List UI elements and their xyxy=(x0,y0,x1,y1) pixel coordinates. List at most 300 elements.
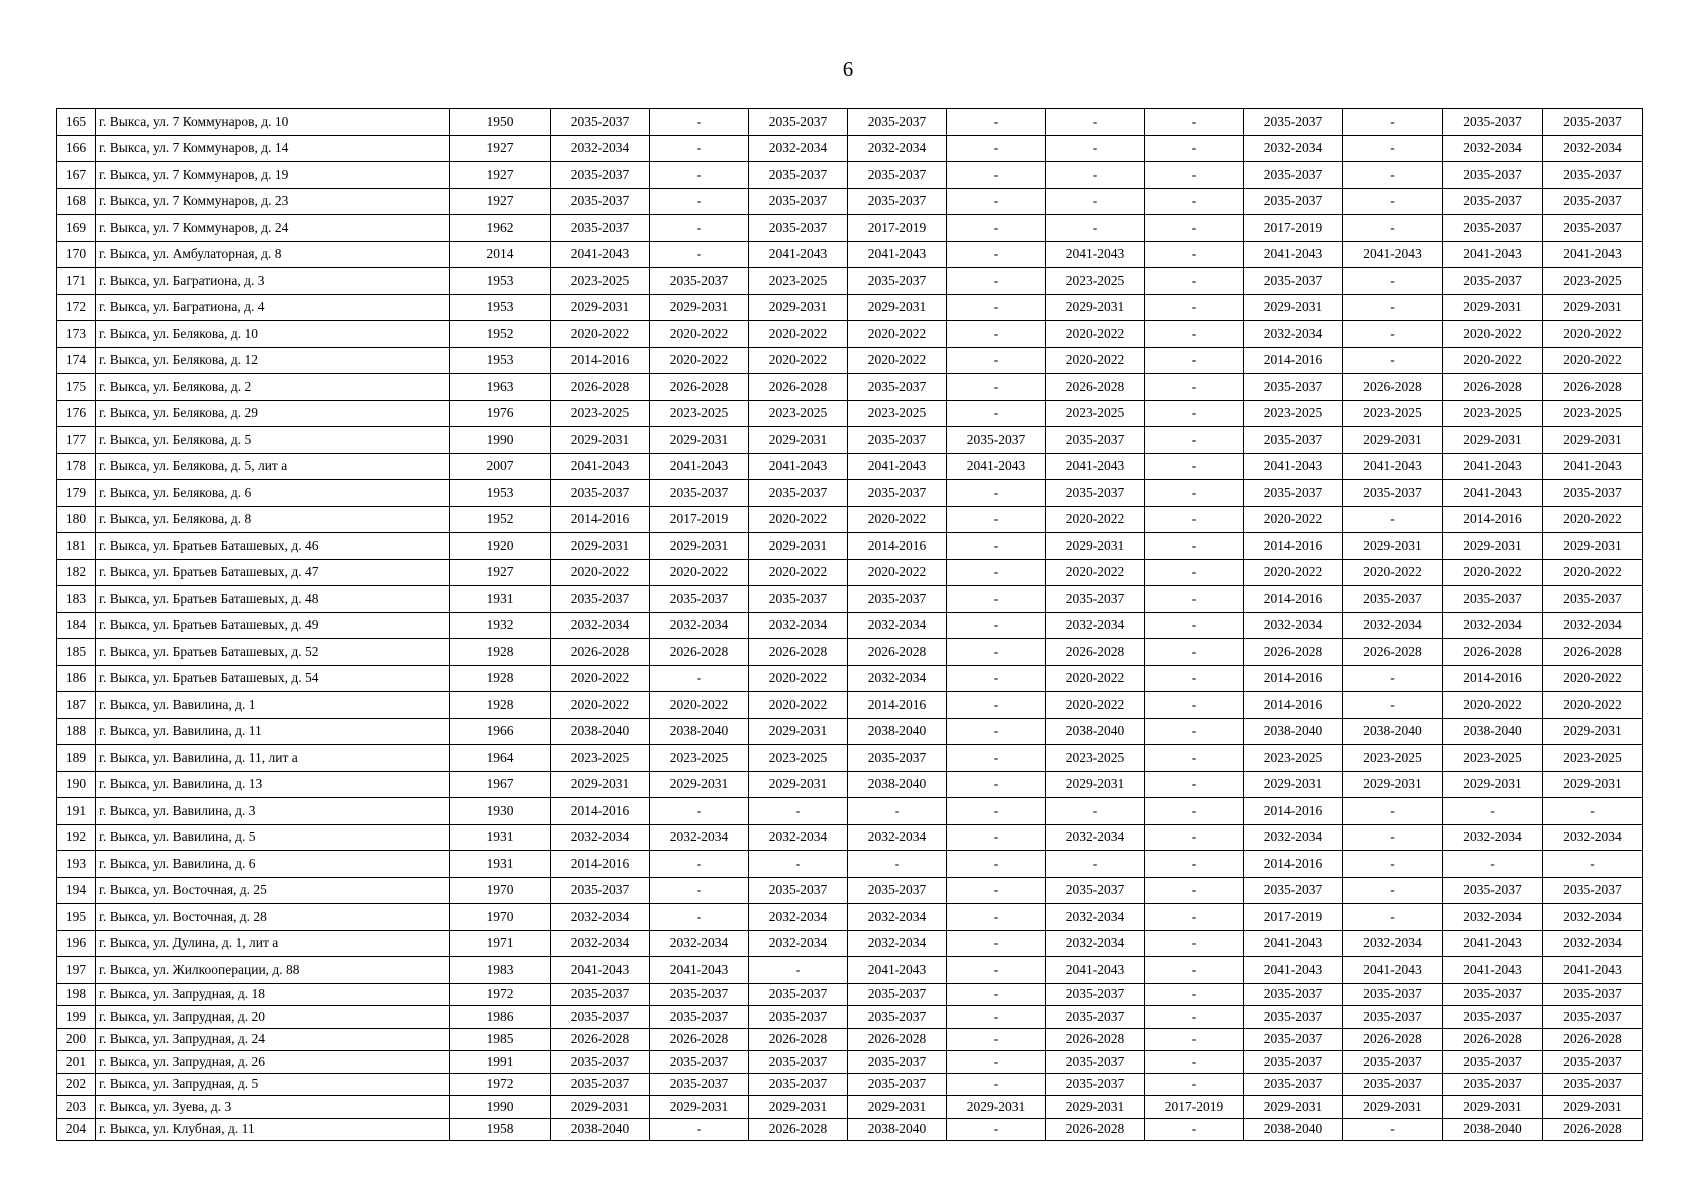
cell-period-8: 2035-2037 xyxy=(1244,1073,1343,1096)
cell-period-10: 2020-2022 xyxy=(1443,321,1543,348)
cell-period-4: 2020-2022 xyxy=(848,321,947,348)
cell-period-2: 2032-2034 xyxy=(650,930,749,957)
cell-period-4: 2035-2037 xyxy=(848,427,947,454)
cell-period-3: 2020-2022 xyxy=(749,506,848,533)
cell-period-6: 2035-2037 xyxy=(1046,480,1145,507)
cell-period-4: 2029-2031 xyxy=(848,294,947,321)
cell-period-3: 2023-2025 xyxy=(749,745,848,772)
cell-period-5: 2029-2031 xyxy=(947,1096,1046,1119)
cell-period-7: - xyxy=(1145,347,1244,374)
cell-address: г. Выкса, ул. Братьев Баташевых, д. 52 xyxy=(96,639,450,666)
cell-period-9: 2026-2028 xyxy=(1343,1028,1443,1051)
cell-period-8: 2029-2031 xyxy=(1244,294,1343,321)
cell-period-1: 2020-2022 xyxy=(551,665,650,692)
cell-period-7: - xyxy=(1145,427,1244,454)
cell-period-3: 2020-2022 xyxy=(749,692,848,719)
cell-period-8: 2035-2037 xyxy=(1244,109,1343,136)
cell-period-2: 2026-2028 xyxy=(650,1028,749,1051)
cell-period-9: - xyxy=(1343,347,1443,374)
cell-period-10: 2041-2043 xyxy=(1443,453,1543,480)
cell-row-number: 167 xyxy=(57,162,96,189)
cell-year-built: 1931 xyxy=(450,586,551,613)
cell-period-3: 2041-2043 xyxy=(749,241,848,268)
cell-period-2: 2032-2034 xyxy=(650,612,749,639)
cell-address: г. Выкса, ул. Амбулаторная, д. 8 xyxy=(96,241,450,268)
table-row xyxy=(57,612,1643,639)
cell-period-11: 2032-2034 xyxy=(1543,904,1643,931)
cell-row-number: 204 xyxy=(57,1118,96,1141)
cell-address: г. Выкса, ул. Восточная, д. 25 xyxy=(96,877,450,904)
cell-period-2: 2035-2037 xyxy=(650,480,749,507)
table-row xyxy=(57,533,1643,560)
cell-row-number: 202 xyxy=(57,1073,96,1096)
cell-period-6: 2026-2028 xyxy=(1046,374,1145,401)
cell-year-built: 1931 xyxy=(450,851,551,878)
cell-period-10: 2032-2034 xyxy=(1443,904,1543,931)
cell-period-10: 2023-2025 xyxy=(1443,400,1543,427)
cell-address: г. Выкса, ул. Белякова, д. 6 xyxy=(96,480,450,507)
cell-period-6: 2035-2037 xyxy=(1046,586,1145,613)
cell-period-10: 2029-2031 xyxy=(1443,533,1543,560)
cell-row-number: 166 xyxy=(57,135,96,162)
cell-period-11: 2041-2043 xyxy=(1543,957,1643,984)
table-row xyxy=(57,639,1643,666)
cell-period-3: 2032-2034 xyxy=(749,904,848,931)
cell-row-number: 188 xyxy=(57,718,96,745)
cell-address: г. Выкса, ул. Белякова, д. 2 xyxy=(96,374,450,401)
cell-period-3: 2029-2031 xyxy=(749,294,848,321)
cell-address: г. Выкса, ул. Клубная, д. 11 xyxy=(96,1118,450,1141)
cell-period-7: - xyxy=(1145,771,1244,798)
cell-period-7: - xyxy=(1145,904,1244,931)
cell-period-6: 2041-2043 xyxy=(1046,241,1145,268)
cell-period-8: 2035-2037 xyxy=(1244,983,1343,1006)
cell-period-5: - xyxy=(947,480,1046,507)
table-row xyxy=(57,771,1643,798)
cell-period-4: 2035-2037 xyxy=(848,745,947,772)
cell-period-7: - xyxy=(1145,188,1244,215)
cell-period-4: 2035-2037 xyxy=(848,877,947,904)
table-row xyxy=(57,1028,1643,1051)
cell-period-4: 2038-2040 xyxy=(848,771,947,798)
table-row xyxy=(57,983,1643,1006)
cell-year-built: 1970 xyxy=(450,877,551,904)
cell-year-built: 1927 xyxy=(450,188,551,215)
cell-period-5: - xyxy=(947,506,1046,533)
cell-year-built: 1962 xyxy=(450,215,551,242)
cell-period-1: 2035-2037 xyxy=(551,480,650,507)
cell-period-7: 2017-2019 xyxy=(1145,1096,1244,1119)
cell-period-11: 2032-2034 xyxy=(1543,612,1643,639)
cell-period-4: 2035-2037 xyxy=(848,109,947,136)
cell-period-8: 2035-2037 xyxy=(1244,1051,1343,1074)
schedule-table xyxy=(56,108,1643,1141)
cell-period-10: 2029-2031 xyxy=(1443,427,1543,454)
cell-period-1: 2032-2034 xyxy=(551,904,650,931)
cell-period-4: 2035-2037 xyxy=(848,1006,947,1029)
cell-period-2: 2020-2022 xyxy=(650,347,749,374)
cell-row-number: 184 xyxy=(57,612,96,639)
cell-period-6: - xyxy=(1046,215,1145,242)
cell-period-3: - xyxy=(749,798,848,825)
cell-period-9: 2029-2031 xyxy=(1343,427,1443,454)
cell-period-11: 2029-2031 xyxy=(1543,1096,1643,1119)
cell-row-number: 189 xyxy=(57,745,96,772)
cell-period-7: - xyxy=(1145,692,1244,719)
cell-period-6: 2020-2022 xyxy=(1046,347,1145,374)
cell-period-7: - xyxy=(1145,1073,1244,1096)
cell-period-4: 2041-2043 xyxy=(848,453,947,480)
cell-period-11: 2026-2028 xyxy=(1543,1118,1643,1141)
cell-period-8: 2041-2043 xyxy=(1244,930,1343,957)
cell-period-10: - xyxy=(1443,851,1543,878)
table-row xyxy=(57,400,1643,427)
cell-period-8: 2035-2037 xyxy=(1244,877,1343,904)
cell-period-2: - xyxy=(650,851,749,878)
cell-year-built: 1971 xyxy=(450,930,551,957)
cell-period-8: 2041-2043 xyxy=(1244,241,1343,268)
cell-period-6: 2026-2028 xyxy=(1046,639,1145,666)
cell-row-number: 182 xyxy=(57,559,96,586)
cell-period-5: - xyxy=(947,1073,1046,1096)
cell-period-1: 2026-2028 xyxy=(551,1028,650,1051)
cell-year-built: 1963 xyxy=(450,374,551,401)
cell-period-9: - xyxy=(1343,162,1443,189)
cell-period-2: - xyxy=(650,798,749,825)
cell-period-7: - xyxy=(1145,241,1244,268)
cell-period-8: 2026-2028 xyxy=(1244,639,1343,666)
cell-address: г. Выкса, ул. Братьев Баташевых, д. 54 xyxy=(96,665,450,692)
cell-period-11: 2035-2037 xyxy=(1543,983,1643,1006)
cell-year-built: 1986 xyxy=(450,1006,551,1029)
cell-row-number: 171 xyxy=(57,268,96,295)
cell-period-10: 2035-2037 xyxy=(1443,109,1543,136)
cell-period-2: 2026-2028 xyxy=(650,639,749,666)
cell-period-9: 2038-2040 xyxy=(1343,718,1443,745)
cell-period-8: 2020-2022 xyxy=(1244,506,1343,533)
cell-period-7: - xyxy=(1145,586,1244,613)
cell-period-9: 2035-2037 xyxy=(1343,983,1443,1006)
cell-period-8: 2035-2037 xyxy=(1244,374,1343,401)
cell-period-1: 2032-2034 xyxy=(551,824,650,851)
cell-period-4: 2035-2037 xyxy=(848,1073,947,1096)
cell-address: г. Выкса, ул. 7 Коммунаров, д. 10 xyxy=(96,109,450,136)
cell-period-4: 2035-2037 xyxy=(848,188,947,215)
cell-row-number: 187 xyxy=(57,692,96,719)
cell-address: г. Выкса, ул. Запрудная, д. 24 xyxy=(96,1028,450,1051)
cell-period-1: 2020-2022 xyxy=(551,559,650,586)
cell-period-8: 2032-2034 xyxy=(1244,135,1343,162)
cell-row-number: 201 xyxy=(57,1051,96,1074)
cell-address: г. Выкса, ул. Белякова, д. 5, лит а xyxy=(96,453,450,480)
cell-address: г. Выкса, ул. 7 Коммунаров, д. 24 xyxy=(96,215,450,242)
cell-period-5: - xyxy=(947,162,1046,189)
cell-period-3: 2035-2037 xyxy=(749,1073,848,1096)
cell-period-6: 2020-2022 xyxy=(1046,692,1145,719)
cell-row-number: 165 xyxy=(57,109,96,136)
cell-address: г. Выкса, ул. 7 Коммунаров, д. 23 xyxy=(96,188,450,215)
cell-period-3: 2032-2034 xyxy=(749,930,848,957)
cell-period-1: 2035-2037 xyxy=(551,1006,650,1029)
cell-period-3: 2035-2037 xyxy=(749,188,848,215)
cell-period-5: - xyxy=(947,268,1046,295)
cell-period-6: 2035-2037 xyxy=(1046,1073,1145,1096)
cell-period-3: 2035-2037 xyxy=(749,586,848,613)
cell-period-8: 2035-2037 xyxy=(1244,268,1343,295)
table-row xyxy=(57,135,1643,162)
cell-period-10: 2026-2028 xyxy=(1443,1028,1543,1051)
cell-period-2: 2020-2022 xyxy=(650,559,749,586)
cell-period-1: 2026-2028 xyxy=(551,639,650,666)
cell-period-10: 2035-2037 xyxy=(1443,268,1543,295)
cell-period-2: - xyxy=(650,241,749,268)
cell-period-2: 2020-2022 xyxy=(650,321,749,348)
cell-period-6: 2023-2025 xyxy=(1046,268,1145,295)
cell-period-8: 2041-2043 xyxy=(1244,957,1343,984)
cell-period-2: - xyxy=(650,135,749,162)
cell-period-5: - xyxy=(947,718,1046,745)
cell-period-4: 2038-2040 xyxy=(848,718,947,745)
cell-period-11: 2032-2034 xyxy=(1543,135,1643,162)
cell-period-5: - xyxy=(947,877,1046,904)
cell-period-8: 2032-2034 xyxy=(1244,824,1343,851)
cell-row-number: 169 xyxy=(57,215,96,242)
cell-period-4: 2020-2022 xyxy=(848,559,947,586)
table-row xyxy=(57,1118,1643,1141)
cell-period-8: 2029-2031 xyxy=(1244,1096,1343,1119)
cell-period-8: 2014-2016 xyxy=(1244,586,1343,613)
cell-period-10: 2032-2034 xyxy=(1443,135,1543,162)
cell-period-9: 2032-2034 xyxy=(1343,930,1443,957)
cell-period-4: 2023-2025 xyxy=(848,400,947,427)
cell-row-number: 176 xyxy=(57,400,96,427)
cell-period-6: 2026-2028 xyxy=(1046,1028,1145,1051)
cell-period-2: 2029-2031 xyxy=(650,771,749,798)
cell-period-2: 2029-2031 xyxy=(650,533,749,560)
cell-address: г. Выкса, ул. Братьев Баташевых, д. 47 xyxy=(96,559,450,586)
cell-period-11: - xyxy=(1543,851,1643,878)
cell-year-built: 1953 xyxy=(450,347,551,374)
cell-period-9: 2035-2037 xyxy=(1343,1073,1443,1096)
cell-period-4: 2041-2043 xyxy=(848,957,947,984)
table-row xyxy=(57,851,1643,878)
cell-period-7: - xyxy=(1145,321,1244,348)
cell-period-9: - xyxy=(1343,188,1443,215)
cell-period-1: 2029-2031 xyxy=(551,1096,650,1119)
cell-period-1: 2014-2016 xyxy=(551,851,650,878)
cell-period-2: 2026-2028 xyxy=(650,374,749,401)
cell-period-3: 2023-2025 xyxy=(749,268,848,295)
cell-address: г. Выкса, ул. 7 Коммунаров, д. 19 xyxy=(96,162,450,189)
cell-period-10: 2029-2031 xyxy=(1443,771,1543,798)
cell-period-3: 2020-2022 xyxy=(749,347,848,374)
cell-period-11: 2020-2022 xyxy=(1543,321,1643,348)
cell-year-built: 1927 xyxy=(450,162,551,189)
cell-year-built: 2014 xyxy=(450,241,551,268)
cell-period-4: 2032-2034 xyxy=(848,612,947,639)
cell-period-10: 2035-2037 xyxy=(1443,1051,1543,1074)
cell-row-number: 178 xyxy=(57,453,96,480)
cell-period-7: - xyxy=(1145,612,1244,639)
table-row xyxy=(57,188,1643,215)
cell-period-11: 2029-2031 xyxy=(1543,718,1643,745)
cell-period-10: 2014-2016 xyxy=(1443,665,1543,692)
table-row xyxy=(57,162,1643,189)
table-row xyxy=(57,586,1643,613)
cell-period-1: 2029-2031 xyxy=(551,427,650,454)
table-row xyxy=(57,745,1643,772)
cell-address: г. Выкса, ул. Запрудная, д. 26 xyxy=(96,1051,450,1074)
cell-period-5: - xyxy=(947,930,1046,957)
cell-period-9: - xyxy=(1343,268,1443,295)
cell-period-2: 2035-2037 xyxy=(650,983,749,1006)
cell-period-7: - xyxy=(1145,294,1244,321)
cell-period-9: - xyxy=(1343,877,1443,904)
cell-year-built: 1927 xyxy=(450,559,551,586)
cell-period-7: - xyxy=(1145,109,1244,136)
cell-period-10: 2020-2022 xyxy=(1443,347,1543,374)
cell-year-built: 1983 xyxy=(450,957,551,984)
cell-row-number: 175 xyxy=(57,374,96,401)
cell-period-2: 2032-2034 xyxy=(650,824,749,851)
cell-period-4: 2032-2034 xyxy=(848,665,947,692)
cell-period-7: - xyxy=(1145,374,1244,401)
cell-year-built: 1966 xyxy=(450,718,551,745)
cell-period-4: 2029-2031 xyxy=(848,1096,947,1119)
cell-period-6: - xyxy=(1046,135,1145,162)
cell-period-10: 2023-2025 xyxy=(1443,745,1543,772)
cell-period-10: 2032-2034 xyxy=(1443,612,1543,639)
cell-period-7: - xyxy=(1145,851,1244,878)
cell-period-9: 2041-2043 xyxy=(1343,957,1443,984)
cell-period-1: 2035-2037 xyxy=(551,877,650,904)
cell-period-6: 2035-2037 xyxy=(1046,427,1145,454)
cell-year-built: 1972 xyxy=(450,983,551,1006)
cell-period-11: 2035-2037 xyxy=(1543,1073,1643,1096)
cell-period-7: - xyxy=(1145,533,1244,560)
cell-period-9: 2023-2025 xyxy=(1343,745,1443,772)
cell-period-6: 2020-2022 xyxy=(1046,559,1145,586)
cell-period-3: 2032-2034 xyxy=(749,612,848,639)
table-row xyxy=(57,665,1643,692)
cell-period-2: 2035-2037 xyxy=(650,586,749,613)
cell-row-number: 177 xyxy=(57,427,96,454)
cell-address: г. Выкса, ул. Зуева, д. 3 xyxy=(96,1096,450,1119)
cell-period-7: - xyxy=(1145,453,1244,480)
cell-period-4: - xyxy=(848,798,947,825)
cell-period-8: 2029-2031 xyxy=(1244,771,1343,798)
cell-period-10: 2035-2037 xyxy=(1443,162,1543,189)
cell-period-10: 2041-2043 xyxy=(1443,930,1543,957)
cell-period-6: 2041-2043 xyxy=(1046,957,1145,984)
cell-period-5: - xyxy=(947,374,1046,401)
cell-address: г. Выкса, ул. Жилкооперации, д. 88 xyxy=(96,957,450,984)
cell-period-6: 2035-2037 xyxy=(1046,1006,1145,1029)
cell-period-8: 2035-2037 xyxy=(1244,480,1343,507)
cell-period-8: 2023-2025 xyxy=(1244,745,1343,772)
cell-period-1: 2041-2043 xyxy=(551,453,650,480)
cell-period-3: - xyxy=(749,957,848,984)
cell-period-11: 2041-2043 xyxy=(1543,241,1643,268)
cell-period-8: 2023-2025 xyxy=(1244,400,1343,427)
table-row xyxy=(57,480,1643,507)
cell-period-1: 2014-2016 xyxy=(551,506,650,533)
cell-period-9: 2041-2043 xyxy=(1343,453,1443,480)
cell-period-8: 2032-2034 xyxy=(1244,321,1343,348)
cell-period-9: - xyxy=(1343,824,1443,851)
cell-period-4: 2017-2019 xyxy=(848,215,947,242)
cell-year-built: 1928 xyxy=(450,665,551,692)
cell-period-2: - xyxy=(650,162,749,189)
cell-period-7: - xyxy=(1145,798,1244,825)
cell-period-10: 2035-2037 xyxy=(1443,1073,1543,1096)
cell-period-8: 2014-2016 xyxy=(1244,347,1343,374)
cell-period-5: - xyxy=(947,771,1046,798)
table-row xyxy=(57,877,1643,904)
cell-period-4: 2020-2022 xyxy=(848,347,947,374)
cell-period-4: 2035-2037 xyxy=(848,162,947,189)
cell-address: г. Выкса, ул. Белякова, д. 10 xyxy=(96,321,450,348)
cell-period-11: 2020-2022 xyxy=(1543,347,1643,374)
cell-period-11: 2026-2028 xyxy=(1543,639,1643,666)
cell-period-2: 2023-2025 xyxy=(650,745,749,772)
cell-period-5: - xyxy=(947,135,1046,162)
cell-period-3: 2029-2031 xyxy=(749,533,848,560)
cell-period-2: 2029-2031 xyxy=(650,1096,749,1119)
cell-year-built: 1927 xyxy=(450,135,551,162)
cell-period-7: - xyxy=(1145,215,1244,242)
cell-period-6: 2029-2031 xyxy=(1046,533,1145,560)
cell-period-11: 2032-2034 xyxy=(1543,930,1643,957)
cell-year-built: 1952 xyxy=(450,321,551,348)
table-row xyxy=(57,957,1643,984)
cell-period-5: - xyxy=(947,639,1046,666)
cell-period-1: 2023-2025 xyxy=(551,745,650,772)
table-row xyxy=(57,453,1643,480)
cell-row-number: 192 xyxy=(57,824,96,851)
cell-address: г. Выкса, ул. Вавилина, д. 13 xyxy=(96,771,450,798)
cell-period-9: - xyxy=(1343,692,1443,719)
cell-period-9: 2026-2028 xyxy=(1343,639,1443,666)
cell-period-7: - xyxy=(1145,162,1244,189)
cell-address: г. Выкса, ул. Восточная, д. 28 xyxy=(96,904,450,931)
cell-period-8: 2017-2019 xyxy=(1244,904,1343,931)
cell-period-8: 2020-2022 xyxy=(1244,559,1343,586)
cell-year-built: 1920 xyxy=(450,533,551,560)
cell-period-2: 2038-2040 xyxy=(650,718,749,745)
cell-period-4: 2014-2016 xyxy=(848,533,947,560)
cell-period-6: 2032-2034 xyxy=(1046,824,1145,851)
cell-period-3: 2035-2037 xyxy=(749,1006,848,1029)
cell-period-2: 2035-2037 xyxy=(650,1006,749,1029)
table-row xyxy=(57,427,1643,454)
table-row xyxy=(57,294,1643,321)
cell-period-9: - xyxy=(1343,506,1443,533)
cell-period-1: 2035-2037 xyxy=(551,1073,650,1096)
cell-year-built: 1976 xyxy=(450,400,551,427)
cell-period-2: - xyxy=(650,1118,749,1141)
cell-period-10: 2035-2037 xyxy=(1443,877,1543,904)
cell-address: г. Выкса, ул. Багратиона, д. 3 xyxy=(96,268,450,295)
cell-period-11: 2029-2031 xyxy=(1543,771,1643,798)
cell-period-11: 2035-2037 xyxy=(1543,109,1643,136)
cell-year-built: 1931 xyxy=(450,824,551,851)
cell-period-1: 2029-2031 xyxy=(551,771,650,798)
cell-period-7: - xyxy=(1145,559,1244,586)
table-row xyxy=(57,930,1643,957)
cell-period-9: 2029-2031 xyxy=(1343,1096,1443,1119)
cell-period-5: - xyxy=(947,665,1046,692)
